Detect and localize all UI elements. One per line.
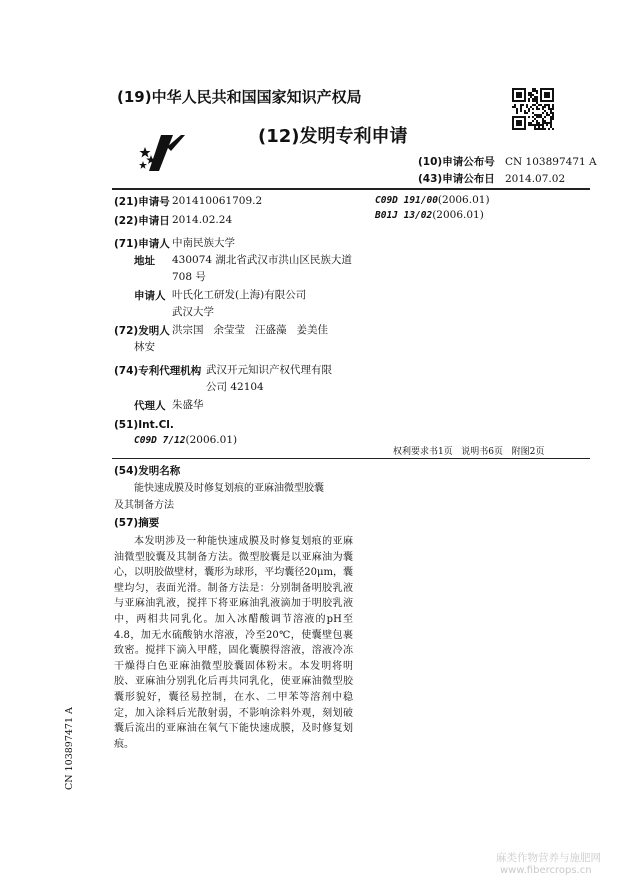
ipc-version: (2006.01) (432, 209, 484, 221)
section-rule (112, 458, 590, 459)
office-name: (19)中华人民共和国国家知识产权局 (117, 88, 362, 106)
abstract-body (114, 534, 353, 752)
pages-info: 权利要求书1页 说明书6页 附图2页 (393, 447, 545, 457)
intcl-version: (2006.01) (185, 434, 238, 446)
applicant-label: (71)申请人 (114, 238, 170, 250)
pub-no-value: CN 103897471 A (505, 156, 597, 168)
watermark-name: 麻类作物营养与施肥网 (496, 852, 601, 864)
abstract-text: 本发明涉及一种能快速成膜及时修复划痕的亚麻油微型胶囊及其制备方法。微型胶囊是以亚麻油为囊心，以明胶做壁材，囊形为球形，平均囊径20μm，囊壁均匀，表面光滑。制备方法是：分别制备明胶乳液与亚麻油乳液，搅拌下将亚麻油乳液滴加于明胶乳液中，两相共同乳化。加入冰醋酸调节溶液的pH至4.8，加无水硫酸钠水溶液，冷至20℃，使囊壁包裹致密。搅拌下滴入甲醛，固化囊膜得溶液，溶液冷冻干燥得白色亚麻油微型胶囊固体粉末。本发明将明胶、亚麻油分别乳化后再共同乳化，使亚麻油微型胶囊形貌好，囊径易控制，在水、二甲苯等溶剂中稳定，加入涂料后光散射弱，不影响涂料外观，刻划破囊后流出的亚麻油在氧气下能快速成膜，及时修复划痕。 (114, 536, 353, 750)
document-type: (12)发明专利申请 (258, 126, 408, 147)
qr-code (512, 88, 554, 130)
app-no-value: 201410061709.2 (172, 195, 263, 207)
app-no-label: (21)申请号 (114, 196, 170, 208)
intcl-label: (51)Int.Cl. (114, 419, 174, 431)
ipc-code: C09D 191/00 (375, 195, 438, 206)
address-line1: 430074 湖北省武汉市洪山区民族大道 (172, 254, 352, 266)
ipc-code: B01J 13/02 (375, 210, 433, 221)
pub-date-label: (43)申请公布日 (418, 173, 495, 185)
app-date-label: (22)申请日 (114, 215, 170, 227)
watermark-url: www.fibercrops.cn (500, 865, 592, 876)
address-line2: 708 号 (172, 271, 206, 283)
agency-line1: 武汉开元知识产权代理有限 (206, 364, 332, 376)
pub-no-label: (10)申请公布号 (418, 156, 495, 168)
pub-date-value: 2014.07.02 (505, 173, 566, 185)
header-rule (112, 188, 590, 190)
address-label: 地址 (134, 255, 155, 267)
ipc-entry (375, 208, 484, 223)
invention-title-line1: 能快速成膜及时修复划痕的亚麻油微型胶囊 (134, 483, 324, 494)
intcl-code: C09D 7/12 (134, 435, 186, 446)
title-label: (54)发明名称 (114, 465, 181, 477)
applicant2-label: 申请人 (134, 290, 166, 302)
cnipa-logo (137, 133, 189, 173)
applicant2-line1: 叶氏化工研发(上海)有限公司 (172, 289, 307, 301)
abstract-label: (57)摘要 (114, 517, 160, 529)
inventor-line2: 林安 (134, 341, 155, 353)
inventor-line1: 洪宗国 余莹莹 汪盛藻 姜美佳 (172, 324, 329, 336)
agent-label: 代理人 (134, 400, 166, 412)
agency-line2: 公司 42104 (206, 381, 264, 393)
applicant-value: 中南民族大学 (172, 237, 235, 249)
side-publication-number: CN 103897471 A (64, 707, 75, 790)
ipc-version: (2006.01) (437, 194, 490, 206)
ipc-entry (375, 193, 490, 208)
agency-label: (74)专利代理机构 (114, 365, 202, 377)
app-date-value: 2014.02.24 (172, 214, 233, 226)
inventor-label: (72)发明人 (114, 325, 170, 337)
applicant2-line2: 武汉大学 (172, 306, 214, 318)
agent-value: 朱盛华 (172, 399, 204, 411)
invention-title-line2: 及其制备方法 (114, 500, 174, 511)
